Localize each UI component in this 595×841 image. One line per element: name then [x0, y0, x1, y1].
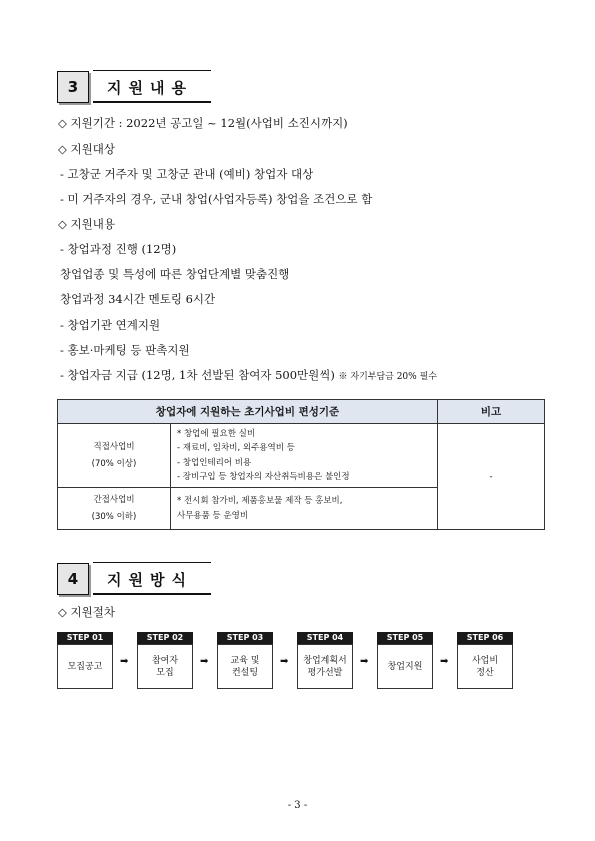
list-item: - 장비구입 등 창업자의 자산취득비용은 불인정 — [177, 472, 350, 482]
arrow-right-icon: ➡ — [360, 656, 369, 667]
content-item-course: - 창업과정 진행 (12명) — [60, 242, 177, 256]
section-3-title: 지원내용 — [107, 79, 193, 97]
content-item-linkage: - 창업기관 연계지원 — [60, 318, 161, 332]
funding-note: ※ 자기부담금 20% 필수 — [338, 372, 437, 382]
procedure-heading: ◇ 지원절차 — [58, 605, 115, 619]
direct-cost-items — [171, 424, 438, 488]
target-heading: ◇ 지원대상 — [58, 142, 115, 156]
arrow-right-icon: ➡ — [280, 656, 289, 667]
step-03 — [217, 632, 273, 689]
indirect-cost-category: 간접사업비 — [93, 494, 135, 505]
step-01 — [57, 632, 113, 689]
section-4-rule-bottom — [93, 593, 211, 595]
list-item: 사무용품 등 운영비 — [177, 510, 249, 521]
page-number: - 3 - — [287, 800, 308, 811]
list-item: * 전시회 참가비, 제품홍보물 제작 등 홍보비, — [177, 496, 343, 506]
step-04 — [297, 632, 353, 689]
step-05 — [377, 632, 433, 689]
direct-cost-cell — [58, 424, 171, 488]
step-01-box: 모집공고 — [57, 644, 113, 689]
arrow-right-icon: ➡ — [440, 656, 449, 667]
step-02-box: 참여자 모집 — [137, 644, 193, 689]
step-03-label: STEP 03 — [217, 632, 273, 644]
table-header-main: 창업자에 지원하는 초기사업비 편성기준 — [58, 400, 438, 424]
remark-cell: - — [438, 424, 545, 530]
table-header-row — [58, 400, 545, 424]
content-course-detail-1: 창업업종 및 특성에 따른 창업단계별 맞춤진행 — [60, 267, 290, 281]
content-course-detail-2: 창업과정 34시간 멘토링 6시간 — [60, 292, 216, 306]
direct-cost-category: 직접사업비 — [93, 441, 135, 452]
indirect-cost-ratio: (30% 이하) — [91, 511, 137, 522]
step-06-box: 사업비 정산 — [457, 644, 513, 689]
step-04-label: STEP 04 — [297, 632, 353, 644]
step-06 — [457, 632, 513, 689]
arrow-right-icon: ➡ — [120, 656, 129, 667]
list-item: - 재료비, 임차비, 외주용역비 등 — [177, 443, 295, 453]
section-3-rule-bottom — [93, 101, 211, 103]
budget-standard-table — [57, 399, 545, 530]
list-item: - 창업인테리어 비용 — [177, 457, 252, 468]
support-period: ◇ 지원기간 : 2022년 공고일 ~ 12월(사업비 소진시까지) — [58, 116, 348, 130]
section-4-title: 지원방식 — [107, 571, 193, 589]
table-row — [58, 424, 545, 488]
step-05-label: STEP 05 — [377, 632, 433, 644]
step-01-label: STEP 01 — [57, 632, 113, 644]
section-3-number-box — [57, 71, 89, 103]
indirect-cost-items — [171, 488, 438, 530]
step-04-box: 창업계획서 평가선발 — [297, 644, 353, 689]
target-item-2: - 미 거주자의 경우, 군내 창업(사업자등록) 창업을 조건으로 함 — [60, 192, 373, 206]
section-3-number: 3 — [57, 71, 89, 103]
direct-cost-ratio: (70% 이상) — [91, 458, 137, 469]
content-item-marketing: - 홍보·마케팅 등 판촉지원 — [60, 343, 190, 357]
arrow-right-icon: ➡ — [200, 656, 209, 667]
funding-text: - 창업자금 지급 (12명, 1차 선발된 참여자 500만원씩) — [60, 368, 335, 382]
section-4-header — [93, 562, 211, 595]
step-02-label: STEP 02 — [137, 632, 193, 644]
section-4-number-box — [57, 563, 89, 595]
content-heading: ◇ 지원내용 — [58, 217, 115, 231]
step-05-box: 창업지원 — [377, 644, 433, 689]
step-02 — [137, 632, 193, 689]
section-3-header — [93, 70, 211, 103]
list-item: * 창업에 필요한 실비 — [177, 428, 256, 439]
table-header-remark: 비고 — [438, 400, 545, 424]
step-06-label: STEP 06 — [457, 632, 513, 644]
step-03-box: 교육 및 컨설팅 — [217, 644, 273, 689]
target-item-1: - 고창군 거주자 및 고창군 관내 (예비) 창업자 대상 — [60, 167, 314, 181]
indirect-cost-cell — [58, 488, 171, 530]
section-4-number: 4 — [57, 563, 89, 595]
content-item-funding — [60, 367, 437, 383]
